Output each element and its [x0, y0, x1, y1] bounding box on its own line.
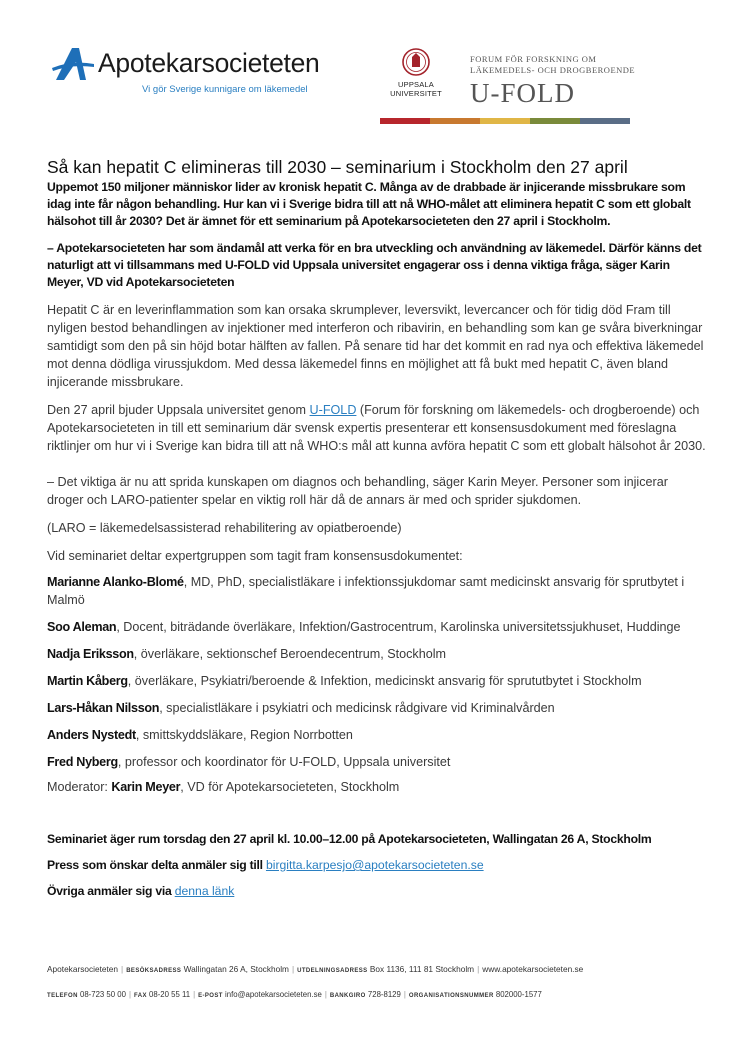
apotekarsocieteten-tagline: Vi gör Sverige kunnigare om läkemedel [142, 84, 308, 95]
expert-item [47, 753, 707, 771]
page-title: Så kan hepatit C elimineras till 2030 – seminarium i Stockholm den 27 april [47, 157, 628, 177]
expert-description: , överläkare, Psykiatri/beroende & Infektion, medicinskt ansvarig för sprututbytet i Stockholm [127, 674, 642, 688]
press-email-link[interactable]: birgitta.karpesjo@apotekarsocieteten.se [265, 858, 484, 872]
uppsala-universitet-logo [384, 48, 448, 110]
ufold-title: U-FOLD [470, 78, 575, 108]
uu-line2: UNIVERSITET [390, 89, 442, 98]
expert-description: , Docent, biträdande överläkare, Infektion/Gastrocentrum, Karolinska universitetssjukhuset, Huddinge [116, 620, 681, 634]
registration-link[interactable]: denna länk [174, 884, 235, 898]
paragraph-laro: (LARO = läkemedelsassisterad rehabilitering av opiatberoende) [47, 521, 402, 535]
expert-description: , specialistläkare i psykiatri och medicinsk rådgivare vid Kriminalvården [159, 701, 555, 715]
footer-email[interactable]: info@apotekarsocieteten.se [225, 990, 322, 999]
moderator-line: Moderator: Karin Meyer, VD för Apotekarsocieteten, Stockholm [47, 780, 400, 794]
other-registration: Övriga anmäler sig via denna länk [47, 884, 235, 898]
expert-description: , MD, PhD, specialistläkare i infektionssjukdomar samt medicinskt ansvarig för sprutbytet i Malmö [47, 575, 685, 607]
ufold-bar-segment [480, 118, 530, 124]
uppsala-seal-icon [402, 48, 430, 76]
expert-name: Anders Nystedt [47, 728, 136, 742]
expert-description: , överläkare, sektionschef Beroendecentrum, Stockholm [133, 647, 446, 661]
paragraph-seminarium: Den 27 april bjuder Uppsala universitet genom U-FOLD (Forum för forskning om läkemedels- och drogberoende) och Apotekarsocieteten in till ett seminarium där svensk expertis presenterar ett konsensusdokument med föreslagna riktlinjer om hur vi i Sverige kan bidra till att nå WHO:s mål att kunna avföra hepatit C som ett globalt hälsohot år 2030. [47, 403, 706, 453]
paragraph-expertgrupp: Vid seminariet deltar expertgruppen som tagit fram konsensusdokumentet: [47, 549, 463, 563]
expert-description: , professor och koordinator för U-FOLD, Uppsala universitet [117, 755, 451, 769]
footer-web[interactable]: www.apotekarsocieteten.se [482, 964, 584, 974]
expert-item [47, 645, 707, 663]
ufold-logo [470, 54, 636, 108]
expert-item [47, 618, 707, 636]
ufold-link[interactable]: U-FOLD [309, 403, 357, 417]
ufold-bar-segment [580, 118, 630, 124]
paragraph-quote-meyer: – Det viktiga är nu att sprida kunskapen om diagnos och behandling, säger Karin Meyer. Personer som injicerar droger och LARO-patienter spelar en viktig roll här då de annars är med och sprider sjukdomen. [47, 475, 668, 507]
ufold-bar-segment [530, 118, 580, 124]
expert-name: Lars-Håkan Nilsson [47, 701, 160, 715]
lead-paragraph: Uppemot 150 miljoner människor lider av kronisk hepatit C. Många av de drabbade är injicerande missbrukare som idag inte får någon behandling. Hur kan vi i Sverige bidra till att nå WHO-målet att eliminera hepatit C som ett globalt hälsohot till år 2030? Det är ämnet för ett seminarium på Apotekarsocieteten den 27 april i Stockholm. [47, 180, 691, 228]
expert-name: Martin Kåberg [47, 674, 128, 688]
apotekarsocieteten-name: Apotekarsocieteten [98, 48, 320, 78]
footer-address: Apotekarsocieteten | BESÖKSADRESS Wallingatan 26 A, Stockholm | UTDELNINGSADRESS Box 1136, 111 81 Stockholm | www.apotekarsocieteten.se [47, 964, 584, 974]
expert-list [47, 573, 707, 771]
seminar-info: Seminariet äger rum torsdag den 27 april kl. 10.00–12.00 på Apotekarsocieteten, Wallingatan 26 A, Stockholm [47, 832, 652, 846]
paragraph-hepatit: Hepatit C är en leverinflammation som kan orsaka skrumplever, leversvikt, levercancer och för tidig död Fram till nyligen bestod behandlingen av injektioner med interferon och ribavirin, en behandling som kan ge svåra biverkningar samtidigt som den på sin höjd botar hälften av fallen. På senare tid har det kommit en rad nya och effektiva läkemedel mot denna dödliga virussjukdom. Med dessa läkemedel finns en möjlighet att få bukt med hepatit C, även bland injicerande missbrukare. [47, 303, 704, 389]
expert-description: , smittskyddsläkare, Region Norrbotten [135, 728, 353, 742]
ufold-line2: LÄKEMEDELS- OCH DROGBEROENDE [470, 65, 636, 75]
quote-paragraph: – Apotekarsocieteten har som ändamål att verka för en bra utveckling och användning av läkemedel. Därför känns det naturligt att vi tillsammans med U-FOLD vid Uppsala universitet engagerar oss i denna viktiga fråga, säger Karin Meyer, VD vid Apotekarsocieteten [47, 241, 702, 289]
expert-item [47, 573, 707, 609]
ufold-color-bar [380, 118, 630, 124]
apotekarsocieteten-a-icon [52, 46, 94, 82]
ufold-line1: FORUM FÖR FORSKNING OM [470, 54, 597, 64]
uu-line1: UPPSALA [398, 80, 434, 89]
footer-contact: TELEFON 08-723 50 00 | FAX 08-20 55 11 | E-POST info@apotekarsocieteten.se | BANKGIRO 728-8129 | ORGANISATIONSNUMMER 802000-1577 [47, 990, 542, 999]
expert-name: Fred Nyberg [47, 755, 118, 769]
expert-item [47, 699, 707, 717]
press-release [47, 156, 707, 900]
expert-item [47, 726, 707, 744]
apotekarsocieteten-logo [52, 46, 352, 96]
press-registration: Press som önskar delta anmäler sig till birgitta.karpesjo@apotekarsocieteten.se [47, 858, 484, 872]
ufold-bar-segment [430, 118, 480, 124]
ufold-bar-segment [380, 118, 430, 124]
expert-name: Marianne Alanko-Blomé [47, 575, 184, 589]
expert-name: Soo Aleman [47, 620, 117, 634]
expert-name: Nadja Eriksson [47, 647, 134, 661]
expert-item [47, 672, 707, 690]
